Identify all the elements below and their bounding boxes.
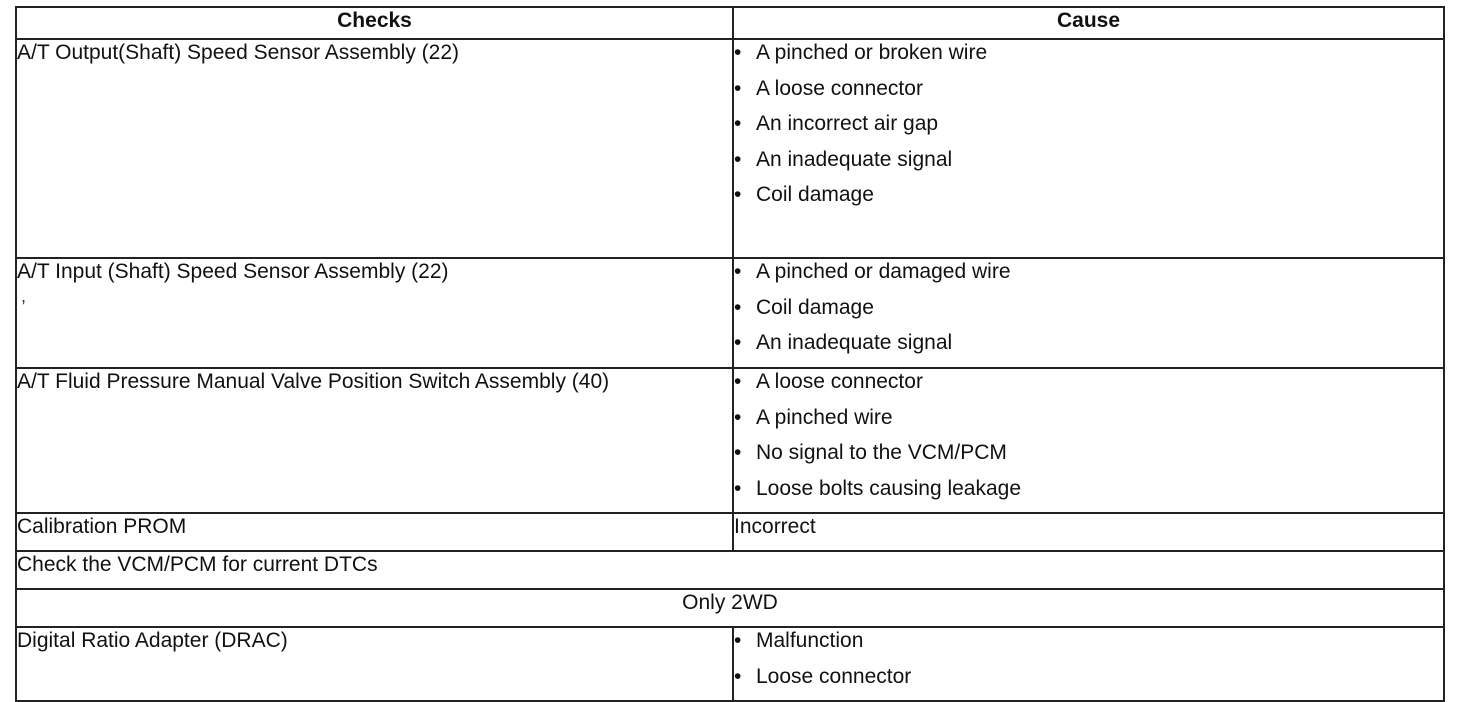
cause-item: • A loose connector <box>734 76 1443 112</box>
check-cell: A/T Input (Shaft) Speed Sensor Assembly (22) <box>16 258 733 368</box>
table-row <box>16 513 1444 551</box>
cause-item: • An inadequate signal <box>734 330 1443 366</box>
cause-item: • Coil damage <box>734 295 1443 331</box>
cause-item: • Loose bolts causing leakage <box>734 476 1443 512</box>
cause-list <box>734 369 1443 511</box>
cause-list <box>734 40 1443 218</box>
section-heading-cell: Only 2WD <box>16 589 1444 627</box>
table-row <box>16 258 1444 368</box>
cause-item: • Coil damage <box>734 182 1443 218</box>
table-row <box>16 551 1444 589</box>
check-cell: A/T Fluid Pressure Manual Valve Position Switch Assembly (40) <box>16 368 733 513</box>
table-row <box>16 368 1444 513</box>
cause-cell <box>733 258 1444 368</box>
cause-item: • A loose connector <box>734 369 1443 405</box>
cause-item: • An inadequate signal <box>734 147 1443 183</box>
check-cell: Calibration PROM <box>16 513 733 551</box>
check-cell: A/T Output(Shaft) Speed Sensor Assembly (22) <box>16 39 733 258</box>
cause-item: • No signal to the VCM/PCM <box>734 440 1443 476</box>
instruction-cell: Check the VCM/PCM for current DTCs <box>16 551 1444 589</box>
check-cell: Digital Ratio Adapter (DRAC) <box>16 627 733 701</box>
cause-cell <box>733 39 1444 258</box>
table-row <box>16 39 1444 258</box>
table-row <box>16 589 1444 627</box>
cause-item: • Malfunction <box>734 628 1443 664</box>
cause-item: • A pinched wire <box>734 405 1443 441</box>
cause-list <box>734 628 1443 699</box>
cause-item: • Loose connector <box>734 664 1443 700</box>
scan-artifact-mark: , <box>21 286 27 306</box>
checks-column-header: Checks <box>16 7 733 39</box>
cause-cell: Incorrect <box>733 513 1444 551</box>
cause-item: • A pinched or damaged wire <box>734 259 1443 295</box>
cause-cell <box>733 368 1444 513</box>
diagnostic-table <box>15 6 1445 702</box>
cause-item: • A pinched or broken wire <box>734 40 1443 76</box>
cause-list <box>734 259 1443 366</box>
table-header-row <box>16 7 1444 39</box>
cause-item: • An incorrect air gap <box>734 111 1443 147</box>
cause-column-header: Cause <box>733 7 1444 39</box>
